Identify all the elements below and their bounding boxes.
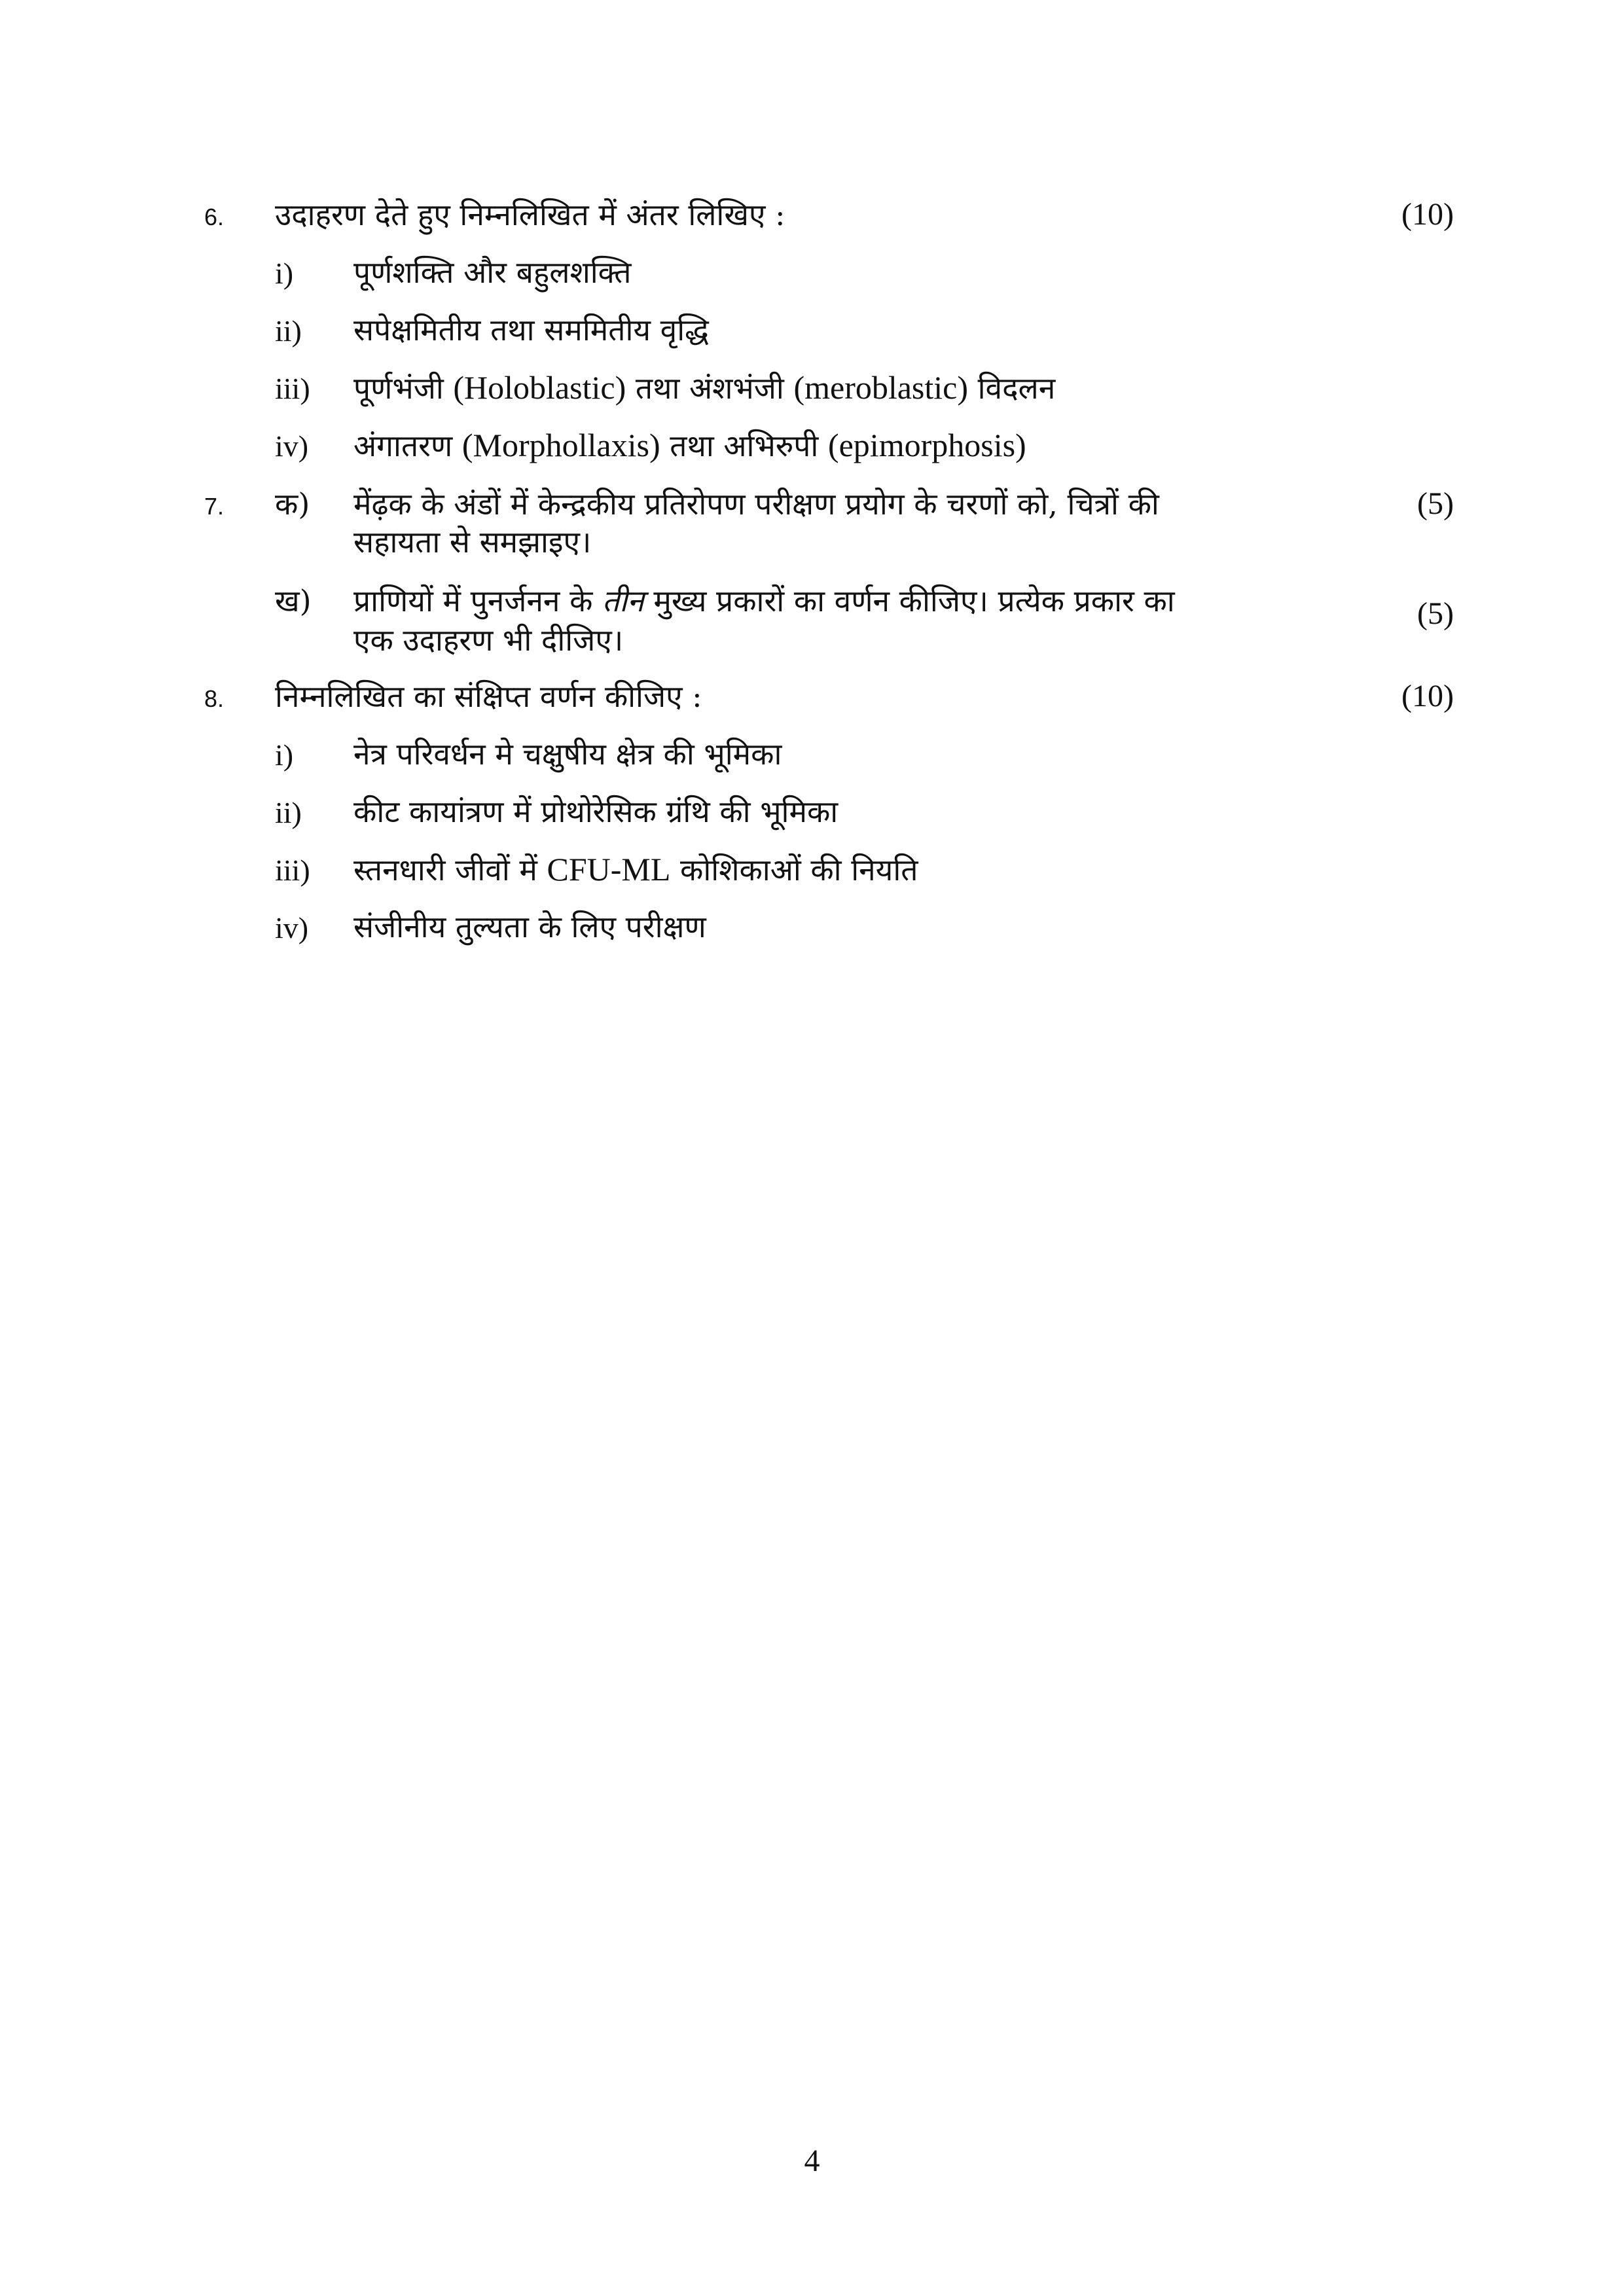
item-text: कीट कायांत्रण में प्रोथोरेसिक ग्रंथि की भूमिका [353,794,839,829]
question-number: 7. [204,493,225,520]
item-text [353,848,918,891]
question-text: निम्नलिखित का संक्षिप्त वर्णन कीजिए : [275,679,702,714]
item-label: i) [275,738,294,772]
question-number: 6. [204,204,225,230]
subpart-label: ख) [275,583,312,619]
item-label: iii) [275,853,310,887]
item-text-part: स्तनधारी जीवों में [353,852,537,888]
item-label: ii) [275,796,302,829]
item-text: नेत्र परिवर्धन मे चक्षुषीय क्षेत्र की भूमिका [353,736,782,772]
subpart-text-line2: एक उदाहरण भी दीजिए। [353,622,624,658]
item-text-english: CFU-ML [547,851,671,888]
page-number: 4 [804,2144,820,2178]
subpart-text-part: मुख्य प्रकारों का वर्णन कीजिए। प्रत्येक प्रकार का [653,583,1175,619]
subpart-text-italic: तीन [602,583,644,619]
item-text-part: कोशिकाओं की नियति [680,852,918,888]
item-text [353,424,1026,467]
item-text-part: तथा अंशभंजी [635,370,784,406]
item-text-part: पूर्णभंजी [353,370,444,406]
question-text: उदाहरण देते हुए निम्नलिखित में अंतर लिखिए : [275,197,785,232]
item-label: iv) [275,911,309,944]
item-label: iii) [275,372,310,405]
item-text-part: विदलन [977,370,1056,406]
item-label: ii) [275,314,302,348]
item-text-english: (epimorphosis) [827,427,1026,463]
item-label: iv) [275,429,309,463]
item-text-english: (Holoblastic) [453,369,626,406]
item-text: संजीनीय तुल्यता के लिए परीक्षण [353,909,706,944]
item-text [353,367,1055,409]
item-text: सपेक्षमितीय तथा सममितीय वृद्धि [353,312,709,348]
question-number: 8. [204,685,225,712]
subpart-text-line2: सहायता से समझाइए। [353,524,592,560]
item-text: पूर्णशक्ति और बहुलशक्ति [353,255,632,290]
subpart-text-line1: मेंढ़क के अंडों में केन्द्रकीय प्रतिरोपण परीक्षण प्रयोग के चरणों को, चित्रों की [353,486,1159,522]
subpart-text-part: प्राणियों में पुनर्जनन के [353,583,593,619]
item-label: i) [275,257,294,290]
item-text-part: तथा अभिरुपी [670,428,819,463]
marks: (5) [1417,486,1454,521]
item-text-english: (meroblastic) [793,369,969,406]
subpart-label: क) [275,486,310,522]
marks: (5) [1417,596,1454,631]
item-text-english: (Morphollaxis) [461,427,660,463]
item-text-part: अंगातरण [353,428,453,463]
marks: (10) [1401,679,1454,713]
marks: (10) [1401,197,1454,232]
subpart-text-line1 [353,580,1175,622]
